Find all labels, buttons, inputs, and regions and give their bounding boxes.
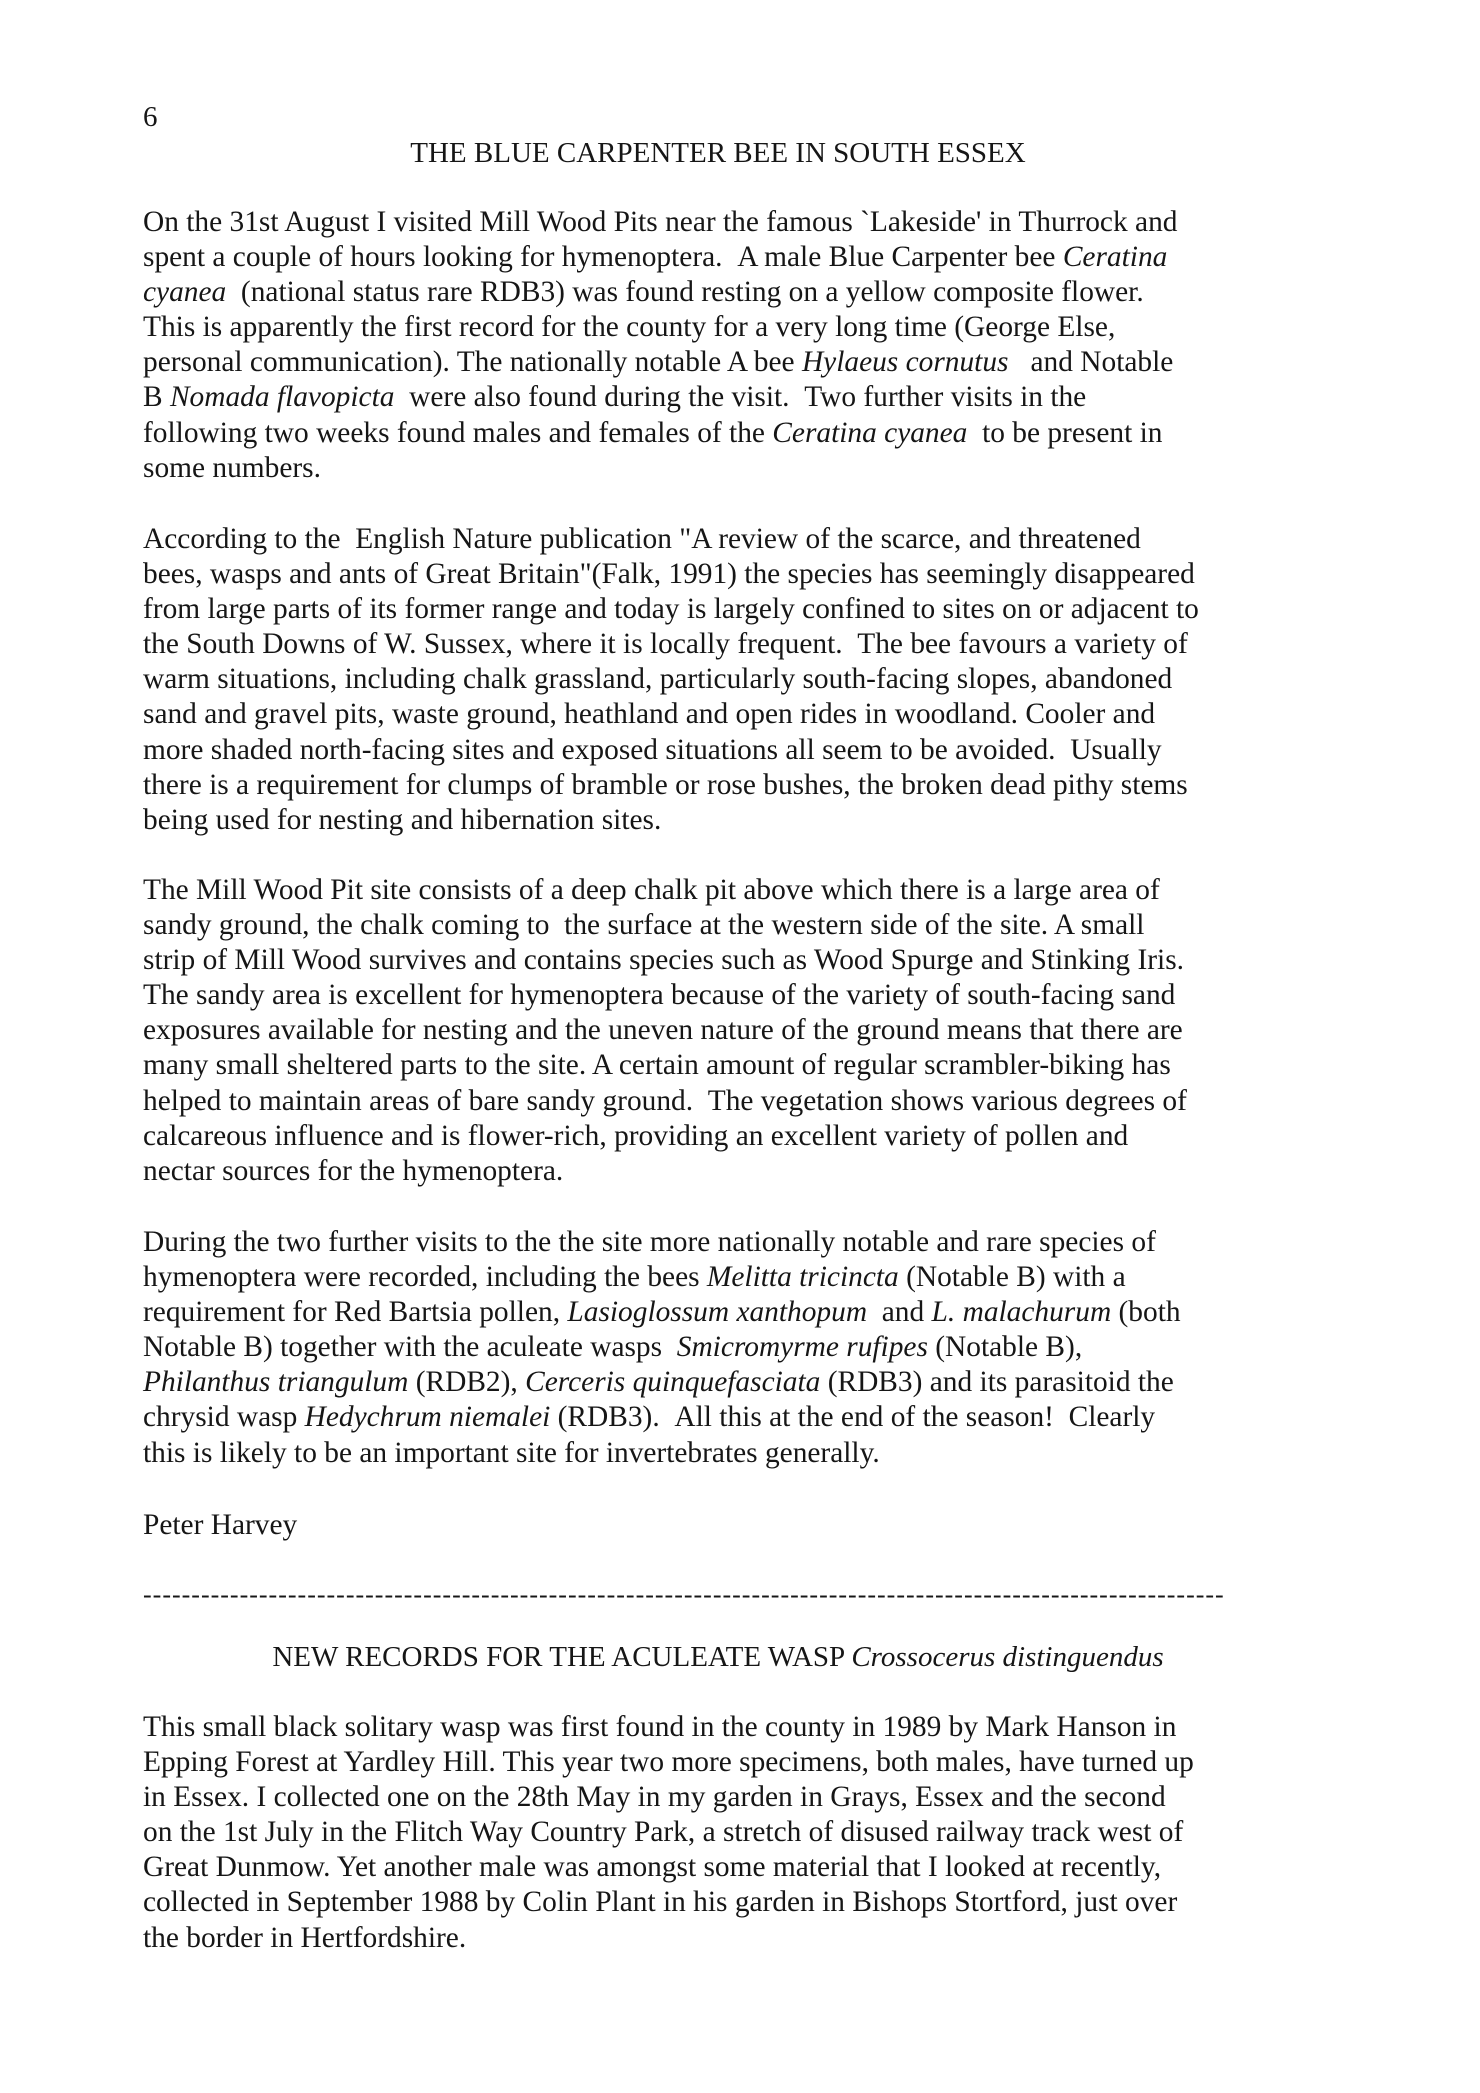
article-paragraph [143, 1710, 1323, 1956]
text-line: the South Downs of W. Sussex, where it is locally frequent. The bee favours a variety of [143, 628, 1188, 661]
text-line: According to the English Nature publication "A review of the scarce, and threatened [143, 523, 1141, 555]
text-line: cyanea (national status rare RDB3) was found resting on a yellow composite flower. [143, 276, 1144, 309]
article-title-species: Crossocerus distinguendus [851, 1641, 1164, 1673]
text-line: nectar sources for the hymenoptera. [143, 1154, 564, 1187]
text-line: personal communication). The nationally notable A bee Hylaeus cornutus and Notable [143, 346, 1174, 379]
article-title-text: NEW RECORDS FOR THE ACULEATE WASP [272, 1641, 852, 1673]
text-line: there is a requirement for clumps of bramble or rose bushes, the broken dead pithy stems [143, 768, 1188, 801]
text-line: exposures available for nesting and the uneven nature of the ground means that there are [143, 1014, 1183, 1047]
text-line: sand and gravel pits, waste ground, heathland and open rides in woodland. Cooler and [143, 698, 1156, 731]
text-line: The Mill Wood Pit site consists of a deep chalk pit above which there is a large area of [143, 874, 1160, 906]
text-line: During the two further visits to the the site more nationally notable and rare species of [143, 1226, 1156, 1258]
text-line: B Nomada flavopicta were also found during the visit. Two further visits in the [143, 381, 1087, 414]
text-line: Notable B) together with the aculeate wasps Smicromyrme rufipes (Notable B), [143, 1331, 1083, 1364]
text-line: this is likely to be an important site for invertebrates generally. [143, 1436, 880, 1469]
text-line: many small sheltered parts to the site. A certain amount of regular scrambler-biking has [143, 1049, 1171, 1082]
text-line: chrysid wasp Hedychrum niemalei (RDB3). All this at the end of the season! Clearly [143, 1401, 1156, 1434]
article-paragraph [143, 873, 1323, 1189]
text-line: calcareous influence and is flower-rich, providing an excellent variety of pollen and [143, 1119, 1129, 1152]
section-divider: ---------------------------------------------------------------------------------------------------------------- [143, 1580, 1225, 1609]
text-line: being used for nesting and hibernation sites. [143, 803, 662, 836]
text-line: On the 31st August I visited Mill Wood Pits near the famous `Lakeside' in Thurrock and [143, 206, 1178, 238]
text-line: helped to maintain areas of bare sandy ground. The vegetation shows various degrees of [143, 1084, 1187, 1117]
text-line: requirement for Red Bartsia pollen, Lasioglossum xanthopum and L. malachurum (both [143, 1296, 1181, 1329]
text-line: The sandy area is excellent for hymenoptera because of the variety of south-facing sand [143, 979, 1176, 1012]
article-title [143, 1640, 1293, 1674]
text-line: warm situations, including chalk grassland, particularly south-facing slopes, abandoned [143, 663, 1173, 696]
author-signature: Peter Harvey [143, 1509, 298, 1541]
text-line: following two weeks found males and females of the Ceratina cyanea to be present in [143, 416, 1163, 449]
text-line: in Essex. I collected one on the 28th May in my garden in Grays, Essex and the second [143, 1781, 1166, 1814]
text-line: strip of Mill Wood survives and contains species such as Wood Spurge and Stinking Iris. [143, 944, 1184, 977]
text-line: the border in Hertfordshire. [143, 1921, 467, 1954]
text-line: hymenoptera were recorded, including the bees Melitta tricincta (Notable B) with a [143, 1261, 1126, 1294]
text-line: on the 1st July in the Flitch Way Country Park, a stretch of disused railway track west of [143, 1816, 1184, 1849]
text-line: This is apparently the first record for the county for a very long time (George Else, [143, 311, 1116, 344]
text-line: collected in September 1988 by Colin Plant in his garden in Bishops Stortford, just over [143, 1886, 1178, 1919]
text-line: from large parts of its former range and today is largely confined to sites on or adjacent to [143, 593, 1199, 626]
article-paragraph [143, 1225, 1323, 1471]
text-line: Epping Forest at Yardley Hill. This year two more specimens, both males, have turned up [143, 1746, 1194, 1779]
article-title: THE BLUE CARPENTER BEE IN SOUTH ESSEX [410, 137, 1026, 169]
text-line: more shaded north-facing sites and exposed situations all seem to be avoided. Usually [143, 733, 1162, 766]
text-line: some numbers. [143, 451, 321, 484]
text-line: sandy ground, the chalk coming to the surface at the western side of the site. A small [143, 909, 1145, 942]
article-paragraph [143, 522, 1323, 838]
text-line: This small black solitary wasp was first found in the county in 1989 by Mark Hanson in [143, 1711, 1177, 1743]
text-line: Great Dunmow. Yet another male was amongst some material that I looked at recently, [143, 1851, 1162, 1884]
text-line: Philanthus triangulum (RDB2), Cerceris quinquefasciata (RDB3) and its parasitoid the [143, 1366, 1174, 1399]
text-line: spent a couple of hours looking for hymenoptera. A male Blue Carpenter bee Ceratina [143, 241, 1168, 274]
text-line: bees, wasps and ants of Great Britain"(Falk, 1991) the species has seemingly disappeared [143, 558, 1195, 591]
article-paragraph [143, 205, 1323, 486]
page-number: 6 [143, 101, 158, 133]
